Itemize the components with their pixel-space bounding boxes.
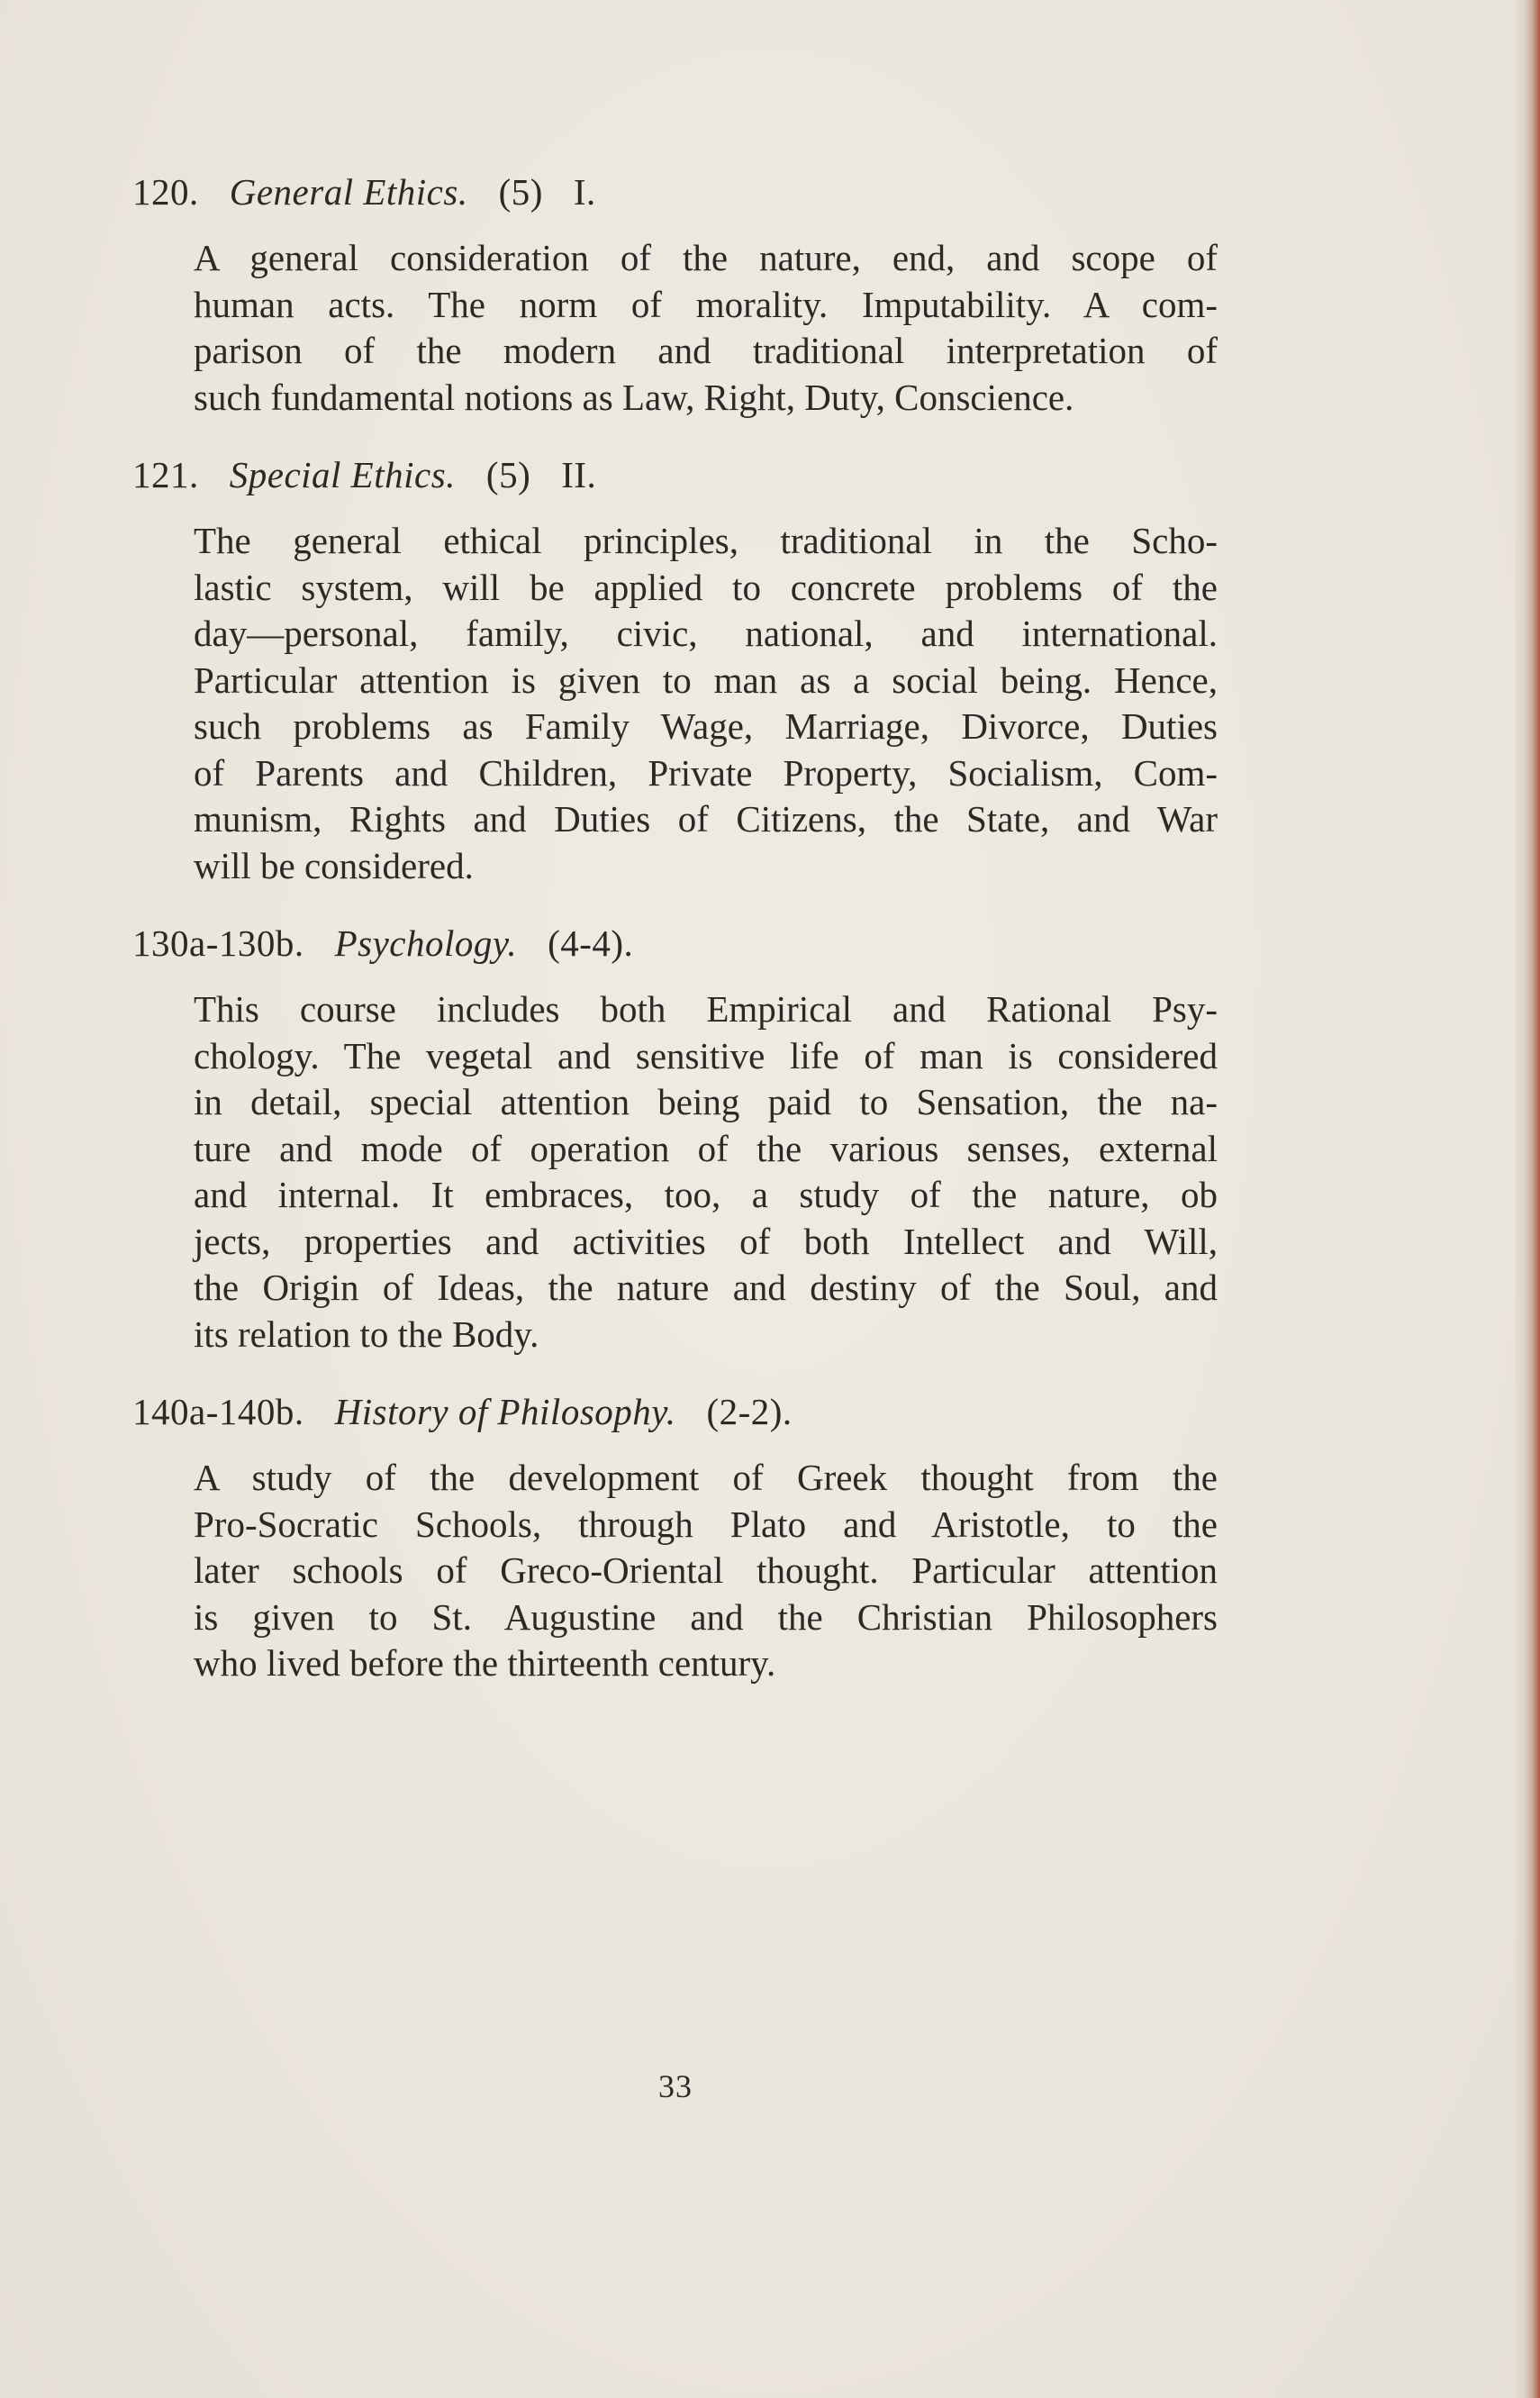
course-entry: [132, 916, 1218, 1358]
course-entry: [132, 448, 1218, 889]
course-description: [132, 986, 1218, 1358]
course-description: [132, 1455, 1218, 1687]
binding-edge: [1515, 0, 1540, 2398]
course-term: I.: [573, 171, 596, 213]
course-description: [132, 235, 1218, 421]
course-title: History of Philosophy.: [334, 1391, 676, 1432]
course-number: 130a-130b.: [132, 922, 304, 964]
description-line: human acts. The norm of morality. Imputability. A com-: [194, 283, 1218, 325]
description-line: is given to St. Augustine and the Christian Philosophers: [194, 1595, 1218, 1638]
description-line: of Parents and Children, Private Property, Socialism, Com-: [194, 751, 1218, 794]
description-line: later schools of Greco-Oriental thought. Particular attention: [194, 1549, 1218, 1591]
description-line: ture and mode of operation of the various senses, external: [194, 1127, 1218, 1169]
description-line: will be considered.: [194, 844, 474, 886]
description-line: who lived before the thirteenth century.: [194, 1642, 776, 1684]
course-description: [132, 518, 1218, 889]
course-title: Special Ethics.: [229, 454, 456, 495]
description-line: munism, Rights and Duties of Citizens, the State, and War: [194, 798, 1218, 840]
description-line: such problems as Family Wage, Marriage, Divorce, Duties: [194, 705, 1218, 747]
description-line: Pro-Socratic Schools, through Plato and Aristotle, to the: [194, 1503, 1218, 1545]
course-title: General Ethics.: [229, 171, 468, 213]
description-line: A study of the development of Greek thought from the: [194, 1457, 1218, 1498]
page-content: [132, 165, 1218, 1687]
course-credits: (2-2).: [706, 1391, 793, 1432]
description-line: and internal. It embraces, too, a study of the nature, ob: [194, 1174, 1218, 1215]
description-line: jects, properties and activities of both Intellect and Will,: [194, 1220, 1218, 1262]
course-term: II.: [561, 454, 597, 495]
course-heading: [132, 165, 1218, 219]
description-line: This course includes both Empirical and Rational Psy-: [194, 988, 1218, 1030]
course-entry: [132, 1385, 1218, 1687]
course-entry: [132, 165, 1218, 421]
description-line: its relation to the Body.: [194, 1313, 539, 1355]
course-heading: [132, 1385, 1218, 1439]
course-heading: [132, 916, 1218, 970]
description-line: Particular attention is given to man as a social being. Hence,: [194, 659, 1218, 701]
description-line: in detail, special attention being paid to Sensation, the na-: [194, 1081, 1218, 1122]
course-credits: (5): [498, 171, 543, 213]
description-line: day—personal, family, civic, national, and international.: [194, 613, 1218, 654]
course-number: 121.: [132, 454, 199, 495]
description-line: The general ethical principles, traditional in the Scho-: [194, 520, 1218, 561]
course-heading: [132, 448, 1218, 502]
course-title: Psychology.: [334, 922, 518, 964]
description-line: parison of the modern and traditional interpretation of: [194, 330, 1218, 371]
course-credits: (5): [485, 454, 531, 495]
course-number: 120.: [132, 171, 199, 213]
description-line: the Origin of Ideas, the nature and destiny of the Soul, and: [194, 1267, 1218, 1308]
description-line: chology. The vegetal and sensitive life of man is considered: [194, 1034, 1218, 1076]
description-line: lastic system, will be applied to concrete problems of the: [194, 566, 1218, 608]
description-line: A general consideration of the nature, end, and scope of: [194, 237, 1218, 278]
description-line: such fundamental notions as Law, Right, Duty, Conscience.: [194, 376, 1074, 418]
page-number: 33: [658, 2068, 693, 2104]
course-credits: (4-4).: [548, 922, 634, 964]
course-number: 140a-140b.: [132, 1391, 304, 1432]
